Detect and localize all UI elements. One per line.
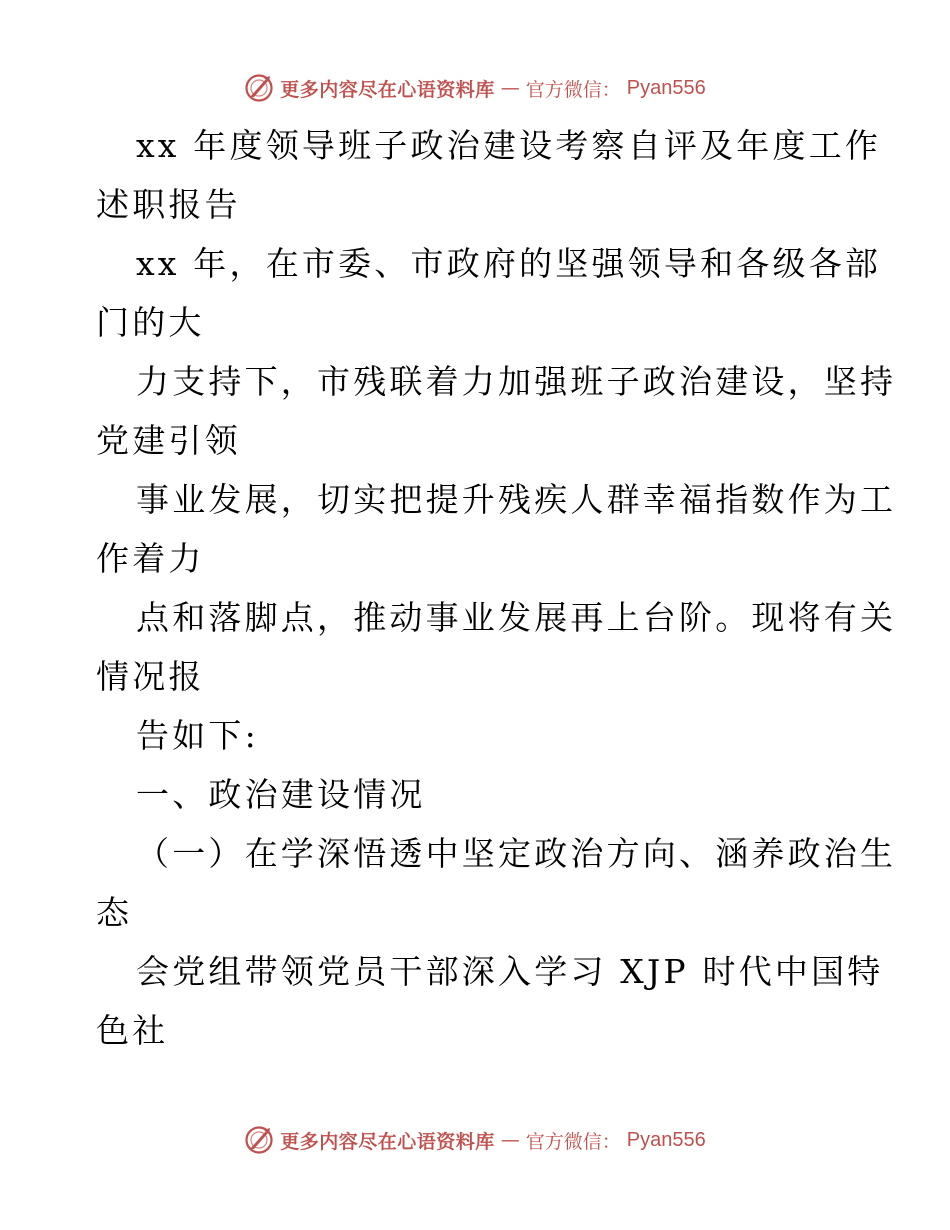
- text-line: 事业发展，切实把提升残疾人群幸福指数作为工: [136, 480, 897, 519]
- quill-logo-icon: [244, 1125, 274, 1155]
- text-line: xx 年，在市委、市政府的坚强领导和各级各部: [136, 244, 882, 283]
- text-line: 会党组带领党员干部深入学习 XJP 时代中国特: [136, 952, 884, 991]
- text-line: 作着力: [96, 539, 205, 578]
- text-line: 门的大: [96, 303, 205, 342]
- banner-separator: —: [500, 1129, 520, 1151]
- text-line: 态: [96, 893, 133, 932]
- header-banner-content: [244, 73, 706, 103]
- banner-site-text: 更多内容尽在心语资料库: [280, 1130, 495, 1153]
- text-line: 点和落脚点，推动事业发展再上台阶。现将有关: [136, 598, 897, 637]
- banner-wechat-id: Pyan556: [626, 76, 706, 99]
- text-line: 一、政治建设情况: [136, 775, 426, 814]
- banner-wechat-label: 官方微信：: [525, 78, 621, 101]
- text-line: xx 年度领导班子政治建设考察自评及年度工作: [136, 126, 882, 165]
- text-line: （一）在学深悟透中坚定政治方向、涵养政治生: [136, 834, 897, 873]
- text-line: 述职报告: [96, 185, 241, 224]
- banner-wechat-label: 官方微信：: [525, 1130, 621, 1153]
- text-line: 告如下:: [136, 716, 259, 755]
- footer-banner-content: [244, 1125, 706, 1155]
- text-line: 力支持下，市残联着力加强班子政治建设，坚持: [136, 362, 897, 401]
- header-banner: [0, 68, 950, 108]
- text-line: 情况报: [96, 657, 205, 696]
- text-line: 色社: [96, 1011, 169, 1050]
- document-body: [96, 116, 897, 1060]
- banner-wechat-id: Pyan556: [626, 1128, 706, 1151]
- quill-logo-icon: [244, 73, 274, 103]
- footer-banner: [0, 1120, 950, 1160]
- banner-separator: —: [500, 77, 520, 99]
- text-line: 党建引领: [96, 421, 241, 460]
- banner-site-text: 更多内容尽在心语资料库: [280, 78, 495, 101]
